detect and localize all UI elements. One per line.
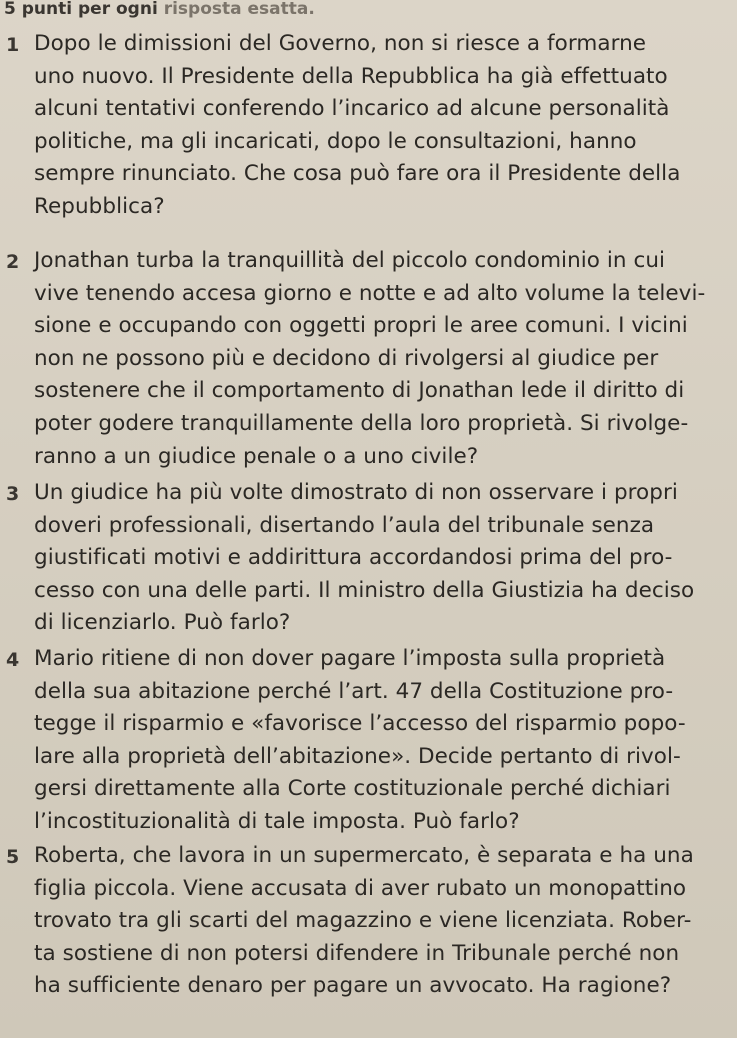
text-line: lare alla proprietà dell’abitazione». Decide pertanto di rivol- <box>34 743 681 769</box>
text-line: vive tenendo accesa giorno e notte e ad alto volume la televi- <box>34 280 706 306</box>
header-prefix: 5 punti per ogni <box>4 0 158 19</box>
question-text <box>34 245 728 473</box>
text-line: figlia piccola. Viene accusata di aver rubato un monopattino <box>34 875 687 901</box>
text-line: Mario ritiene di non dover pagare l’imposta sulla proprietà <box>34 646 666 671</box>
text-line: della sua abitazione perché l’art. 47 della Costituzione pro- <box>34 678 674 704</box>
text-line: sione e occupando con oggetti propri le aree comuni. I vicini <box>34 313 688 339</box>
text-line: sostenere che il comportamento di Jonathan lede il diritto di <box>34 378 685 404</box>
text-line: ta sostiene di non potersi difendere in Tribunale perché non <box>34 940 680 966</box>
text-line: ha sufficiente denaro per pagare un avvocato. Ha ragione? <box>34 973 672 999</box>
text-line: giustificati motivi e addirittura accordandosi prima del pro- <box>34 545 673 571</box>
question-number: 4 <box>6 649 20 671</box>
text-line: sempre rinunciato. Che cosa può fare ora il Presidente della <box>34 161 681 187</box>
question-text <box>34 840 728 1003</box>
text-line: Dopo le dimissioni del Governo, non si riesce a formarne <box>34 31 647 56</box>
question-number: 2 <box>6 251 20 273</box>
header-suffix: risposta esatta. <box>163 0 315 19</box>
text-line: alcuni tentativi conferendo l’incarico ad alcune personalità <box>34 96 670 122</box>
text-line: politiche, ma gli incaricati, dopo le consultazioni, hanno <box>34 128 637 154</box>
text-line: l’incostituzionalità di tale imposta. Può farlo? <box>34 808 520 834</box>
exercise-header <box>4 0 315 18</box>
text-line: Un giudice ha più volte dimostrato di non osservare i propri <box>34 480 678 505</box>
text-line: doveri professionali, disertando l’aula del tribunale senza <box>34 512 655 538</box>
text-line: tegge il risparmio e «favorisce l’accesso del risparmio popo- <box>34 711 686 737</box>
question-number: 3 <box>6 483 20 505</box>
text-line: cesso con una delle parti. Il ministro della Giustizia ha deciso <box>34 577 695 603</box>
text-line: di licenziarlo. Può farlo? <box>34 610 291 636</box>
text-line: ranno a un giudice penale o a uno civile? <box>34 443 479 469</box>
text-line: Jonathan turba la tranquillità del piccolo condominio in cui <box>34 248 666 273</box>
text-line: uno nuovo. Il Presidente della Repubblica ha già effettuato <box>34 63 668 89</box>
question-number: 1 <box>6 34 20 56</box>
text-line: Roberta, che lavora in un supermercato, è separata e ha una <box>34 843 694 868</box>
question-text <box>34 28 728 224</box>
question-number: 5 <box>6 846 20 868</box>
text-line: trovato tra gli scarti del magazzino e viene licenziata. Rober- <box>34 908 692 934</box>
text-line: poter godere tranquillamente della loro proprietà. Si rivolge- <box>34 410 689 436</box>
text-line: Repubblica? <box>34 193 165 219</box>
question-text <box>34 477 728 640</box>
text-line: gersi direttamente alla Corte costituzionale perché dichiari <box>34 776 671 802</box>
text-line: non ne possono più e decidono di rivolgersi al giudice per <box>34 345 659 371</box>
question-text <box>34 643 728 839</box>
